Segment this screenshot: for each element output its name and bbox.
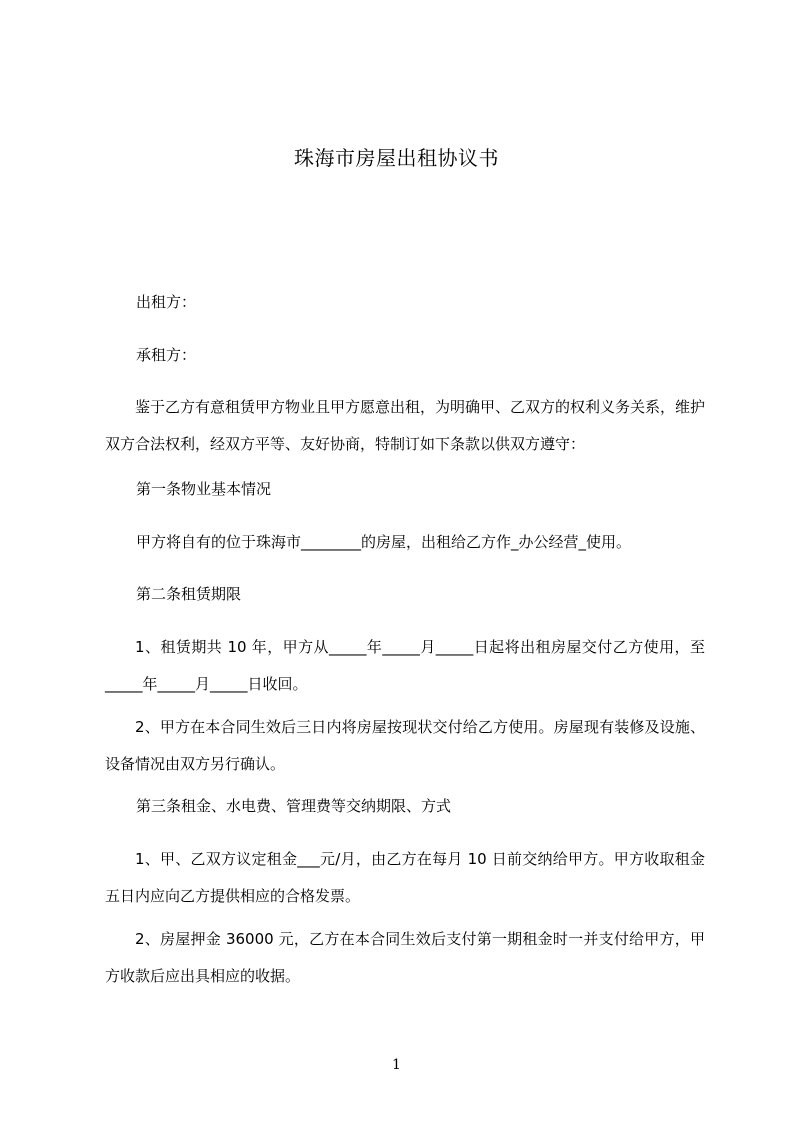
- article2-clause2: 2、甲方在本合同生效后三日内将房屋按现状交付给乙方使用。房屋现有装修及设施、设备情况由双方另行确认。: [105, 718, 705, 773]
- document-title: 珠海市房屋出租协议书: [294, 146, 499, 170]
- article3-heading: 第三条租金、水电费、管理费等交纳期限、方式: [136, 797, 452, 815]
- article3-clause2: 2、房屋押金 36000 元，乙方在本合同生效后支付第一期租金时一并支付给甲方，甲方收款后应出具相应的收据。: [105, 930, 705, 985]
- lessor-label: 出租方：: [136, 293, 197, 311]
- article3-clause1: 1、甲、乙双方议定租金___元/月，由乙方在每月 10 日前交纳给甲方。甲方收取租金五日内应向乙方提供相应的合格发票。: [105, 850, 705, 905]
- article1-text: 甲方将自有的位于珠海市________的房屋，出租给乙方作_办公经营_使用。: [136, 533, 632, 551]
- article2-clause1: 1、租赁期共 10 年，甲方从_____年_____月_____日起将出租房屋交付乙方使用，至_____年_____月_____日收回。: [105, 638, 705, 693]
- lessee-label: 承租方：: [136, 346, 197, 364]
- preamble-paragraph: 鉴于乙方有意租赁甲方物业且甲方愿意出租，为明确甲、乙双方的权利义务关系，维护双方合法权利，经双方平等、友好协商，特制订如下条款以供双方遵守：: [105, 398, 706, 453]
- article1-heading: 第一条物业基本情况: [136, 480, 272, 498]
- page-number: 1: [392, 1057, 401, 1073]
- article2-heading: 第二条租赁期限: [136, 585, 242, 603]
